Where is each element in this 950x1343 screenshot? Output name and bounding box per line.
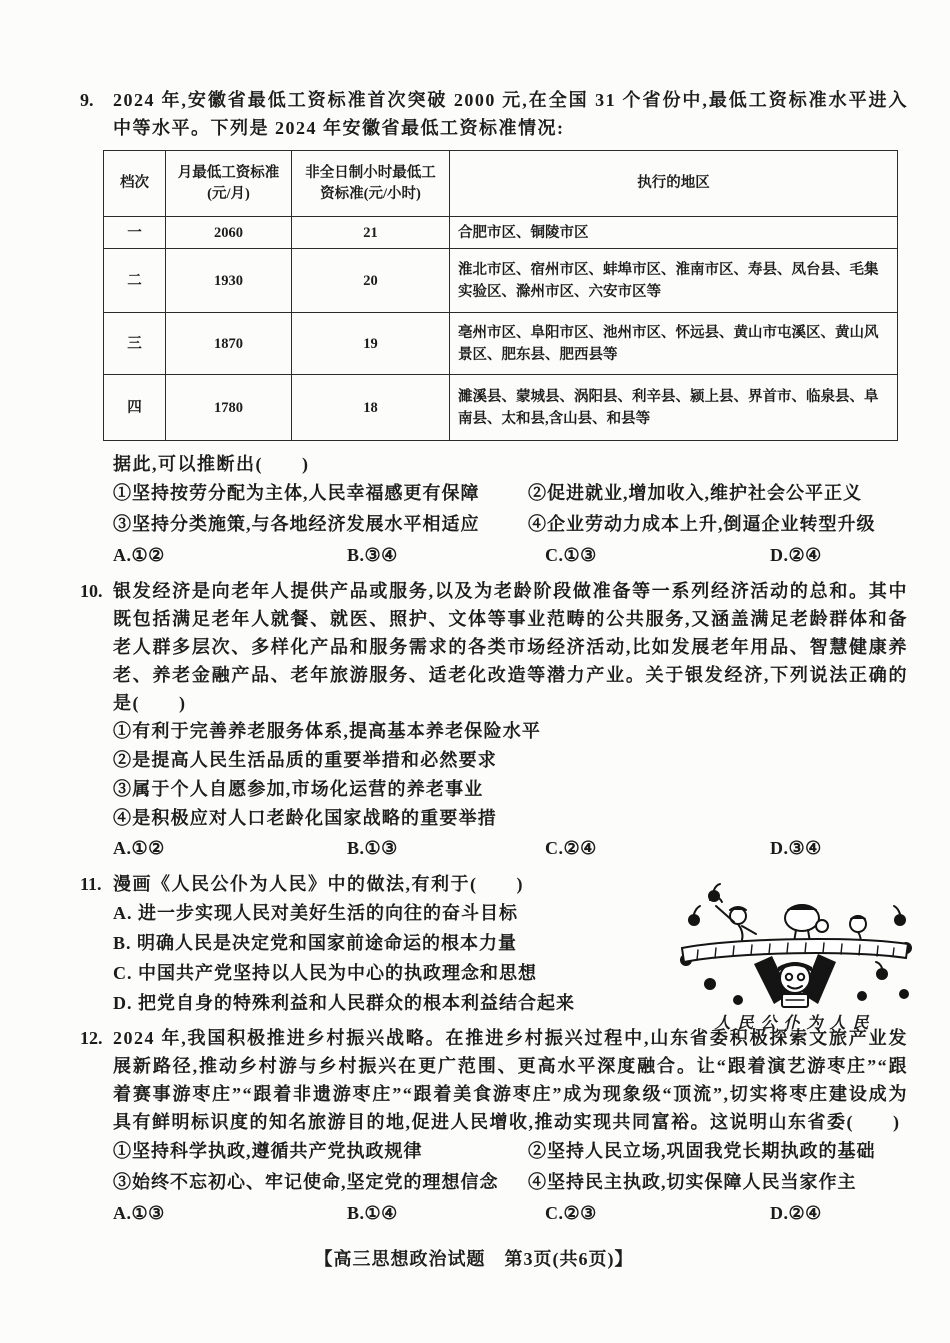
- choice-b: B.③④: [347, 545, 398, 565]
- question-12-stem: [80, 1024, 908, 1136]
- cell-monthly: 1780: [166, 375, 292, 441]
- option-b: B. 明确人民是决定党和国家前途命运的根本力量: [113, 933, 518, 953]
- cell-hourly: 18: [292, 375, 450, 441]
- cell-regions: 合肥市区、铜陵市区: [450, 217, 898, 249]
- choice-b: B.①③: [347, 838, 398, 858]
- question-9-text: 2024 年,安徽省最低工资标准首次突破 2000 元,在全国 31 个省份中,最低工资标准水平进入中等水平。下列是 2024 年安徽省最低工资标准情况:: [113, 90, 908, 138]
- option-a: A. 进一步实现人民对美好生活的向往的奋斗目标: [113, 903, 518, 923]
- cell-monthly: 1930: [166, 249, 292, 313]
- page-footer: 【高三思想政治试题 第3页(共6页)】: [314, 1249, 634, 1269]
- question-11-number: 11.: [80, 874, 102, 894]
- table-row: [104, 249, 898, 313]
- cell-hourly: 20: [292, 249, 450, 313]
- question-10-items: [80, 717, 908, 833]
- question-10: [80, 577, 908, 864]
- choice-c: C.①③: [545, 545, 597, 565]
- item-2: ②是提高人民生活品质的重要举措和必然要求: [113, 750, 497, 770]
- question-9-stem: [80, 86, 908, 142]
- question-9: [80, 86, 908, 571]
- table-row: [104, 313, 898, 375]
- cell-grade: 三: [104, 313, 166, 375]
- item-2: ②促进就业,增加收入,维护社会公平正义: [528, 483, 862, 503]
- question-12-text: 2024 年,我国积极推进乡村振兴战略。在推进乡村振兴过程中,山东省委积极探索文旅产业发展新路径,推动乡村游与乡村振兴在更广范围、更高水平深度融合。让“跟着演艺游枣庄”“跟着赛事游枣庄”“跟着非遗游枣庄”“跟着美食游枣庄”成为现象级“顶流”,切实将枣庄建设成为具有鲜明标识度的知名旅游目的地,促进人民增收,推动实现共同富裕。这说明山东省委( ): [113, 1028, 908, 1132]
- cell-grade: 二: [104, 249, 166, 313]
- question-10-text: 银发经济是向老年人提供产品或服务,以及为老龄阶段做准备等一系列经济活动的总和。其中既包括满足老年人就餐、就医、照护、文体等事业范畴的公共服务,又涵盖满足老龄群体和备老人群多层次、多样化产品和服务需求的各类市场经济活动,比如发展老年用品、智慧健康养老、养老金融产品、老年旅游服务、适老化改造等潜力产业。关于银发经济,下列说法正确的是( ): [113, 581, 908, 713]
- question-11-text: 漫画《人民公仆为人民》中的做法,有利于( ): [113, 874, 524, 894]
- choice-a: A.①③: [113, 1203, 165, 1223]
- cell-regions: 淮北市区、宿州市区、蚌埠市区、淮南市区、寿县、凤台县、毛集实验区、滁州市区、六安市区等: [450, 249, 898, 313]
- choice-a: A.①②: [113, 545, 165, 565]
- header-grade: 档次: [104, 151, 166, 217]
- choice-a: A.①②: [113, 838, 165, 858]
- question-12: [80, 1024, 908, 1229]
- option-d: D. 把党自身的特殊利益和人民群众的根本利益结合起来: [113, 993, 575, 1013]
- page-content: [80, 86, 908, 1271]
- item-1: ①坚持科学执政,遵循共产党执政规律: [113, 1141, 423, 1161]
- question-10-choices: [80, 833, 908, 864]
- cell-regions: 亳州市区、阜阳市区、池州市区、怀远县、黄山市屯溪区、黄山风景区、肥东县、肥西县等: [450, 313, 898, 375]
- question-12-items: [80, 1136, 908, 1198]
- question-11-options: [80, 898, 713, 1018]
- question-12-number: 12.: [80, 1028, 103, 1048]
- question-9-choices: [80, 540, 908, 571]
- question-10-number: 10.: [80, 581, 103, 601]
- wage-standard-table: [103, 150, 898, 441]
- cartoon-caption: 人民公仆为人民: [714, 1015, 876, 1032]
- choice-d: D.②④: [770, 545, 822, 565]
- item-3: ③始终不忘初心、牢记使命,坚定党的理想信念: [113, 1172, 499, 1192]
- question-9-followup: 据此,可以推断出( ): [113, 454, 310, 474]
- choice-d: D.②④: [770, 1203, 822, 1223]
- table-header-row: [104, 151, 898, 217]
- table-row: [104, 375, 898, 441]
- cell-regions: 濉溪县、蒙城县、涡阳县、利辛县、颍上县、界首市、临泉县、阜南县、太和县,含山县、和县等: [450, 375, 898, 441]
- header-regions: 执行的地区: [450, 151, 898, 217]
- choice-b: B.①④: [347, 1203, 398, 1223]
- item-3: ③属于个人自愿参加,市场化运营的养老事业: [113, 779, 484, 799]
- cell-monthly: 2060: [166, 217, 292, 249]
- item-4: ④是积极应对人口老龄化国家战略的重要举措: [113, 808, 497, 828]
- cell-grade: 一: [104, 217, 166, 249]
- q11-cartoon: [676, 882, 914, 1033]
- choice-d: D.③④: [770, 838, 822, 858]
- header-monthly-wage: 月最低工资标准(元/月): [166, 151, 292, 217]
- cartoon-people-bridge-illustration: [676, 882, 914, 1008]
- table-row: [104, 217, 898, 249]
- option-c: C. 中国共产党坚持以人民为中心的执政理念和思想: [113, 963, 537, 983]
- item-1: ①坚持按劳分配为主体,人民幸福感更有保障: [113, 483, 480, 503]
- question-12-choices: [80, 1198, 908, 1229]
- header-hourly-wage: 非全日制小时最低工资标准(元/小时): [292, 151, 450, 217]
- item-2: ②坚持人民立场,巩固我党长期执政的基础: [528, 1141, 876, 1161]
- item-4: ④坚持民主执政,切实保障人民当家作主: [528, 1172, 857, 1192]
- question-10-stem: [80, 577, 908, 717]
- question-9-items: [80, 478, 908, 540]
- choice-c: C.②③: [545, 1203, 597, 1223]
- item-1: ①有利于完善养老服务体系,提高基本养老保险水平: [113, 721, 542, 741]
- cell-hourly: 21: [292, 217, 450, 249]
- cell-grade: 四: [104, 375, 166, 441]
- choice-c: C.②④: [545, 838, 597, 858]
- item-4: ④企业劳动力成本上升,倒逼企业转型升级: [528, 514, 876, 534]
- cell-hourly: 19: [292, 313, 450, 375]
- question-9-number: 9.: [80, 90, 94, 110]
- item-3: ③坚持分类施策,与各地经济发展水平相适应: [113, 514, 480, 534]
- cell-monthly: 1870: [166, 313, 292, 375]
